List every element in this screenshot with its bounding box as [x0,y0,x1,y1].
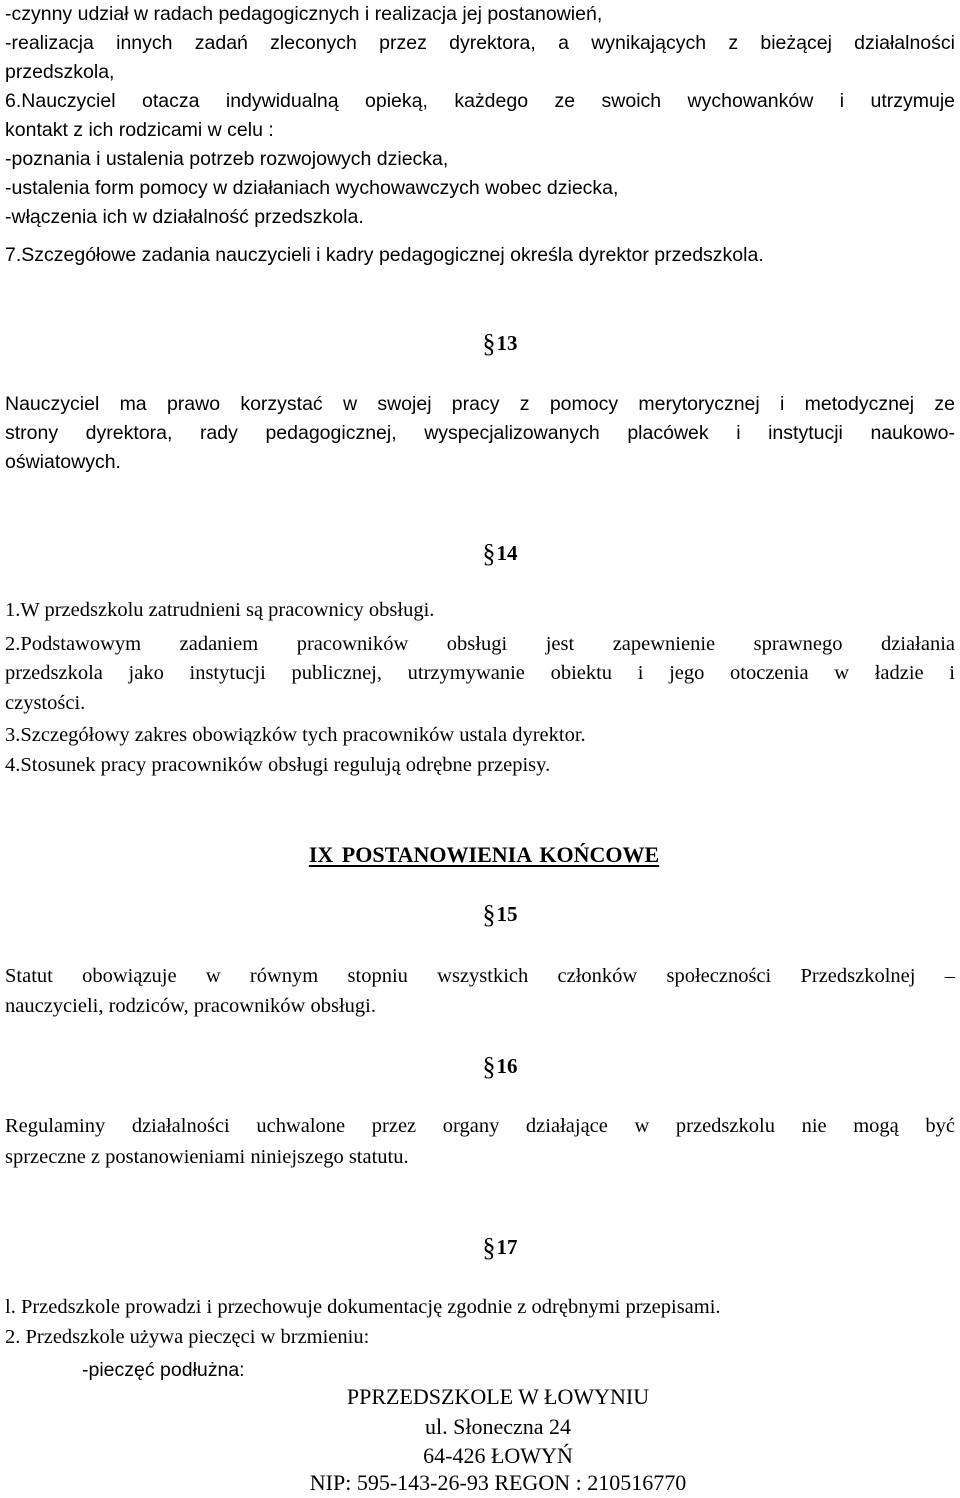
chapter-heading: IX POSTANOWIENIA KOŃCOWE [308,842,660,867]
text-line: -czynny udział w radach pedagogicznych i realizacja jej postanowień, [5,3,603,25]
stamp-line: 64-426 ŁOWYŃ [423,1443,573,1468]
stamp-line: PPRZEDSZKOLE W ŁOWYNIU [346,1384,650,1409]
text-line: 6.Nauczyciel otacza indywidualną opieką, każdego ze swoich wychowanków i utrzymuje [5,90,955,112]
text-line: -poznania i ustalenia potrzeb rozwojowych dziecka, [5,148,449,170]
text-line: 7.Szczegółowe zadania nauczycieli i kadry pedagogicznej określa dyrektor przedszkola. [5,244,764,266]
section-number: 13 [496,331,518,355]
section-symbol: § [482,1052,496,1081]
text-line: Statut obowiązuje w równym stopniu wszystkich członków społeczności Przedszkolnej – [5,965,955,987]
section-number: 16 [496,1054,518,1078]
section-number: 14 [496,541,518,565]
text-line: -ustalenia form pomocy w działaniach wychowawczych wobec dziecka, [5,177,619,199]
text-line: -włączenia ich w działalność przedszkola. [5,206,364,228]
text-line: 2. Przedszkole używa pieczęci w brzmieniu: [5,1326,370,1348]
section-symbol: § [482,900,496,929]
stamp-label: -pieczęć podłużna: [82,1359,245,1381]
section-15-heading [0,900,960,928]
text-line: l. Przedszkole prowadzi i przechowuje dokumentację zgodnie z odrębnymi przepisami. [5,1296,721,1318]
text-line: 1.W przedszkolu zatrudnieni są pracownicy obsługi. [5,599,435,621]
text-line: czystości. [5,692,86,714]
text-line: przedszkola jako instytucji publicznej, utrzymywanie obiektu i jego otoczenia w ładzie i [5,662,955,684]
text-line: 3.Szczegółowy zakres obowiązków tych pracowników ustala dyrektor. [5,724,586,746]
text-line: sprzeczne z postanowieniami niniejszego statutu. [5,1146,409,1168]
section-symbol: § [482,539,496,568]
text-line: 2.Podstawowym zadaniem pracowników obsługi jest zapewnienie sprawnego działania [5,633,955,655]
section-13-heading [0,329,960,357]
text-line: strony dyrektora, rady pedagogicznej, wyspecjalizowanych placówek i instytucji naukowo- [5,422,955,444]
text-line: przedszkola, [5,61,115,83]
section-symbol: § [482,329,496,358]
section-number: 17 [496,1235,518,1259]
text-line: kontakt z ich rodzicami w celu : [5,119,274,141]
section-16-heading [0,1052,960,1080]
text-line: 4.Stosunek pracy pracowników obsługi regulują odrębne przepisy. [5,754,551,776]
text-line: oświatowych. [5,451,121,473]
text-line: -realizacja innych zadań zleconych przez dyrektora, a wynikających z bieżącej działalności [5,32,955,54]
text-line: Regulaminy działalności uchwalone przez organy działające w przedszkolu nie mogą być [5,1115,955,1137]
section-14-heading [0,539,960,567]
stamp-line: NIP: 595-143-26-93 REGON : 210516770 [309,1470,687,1495]
section-number: 15 [496,902,518,926]
section-symbol: § [482,1233,496,1262]
text-line: Nauczyciel ma prawo korzystać w swojej pracy z pomocy merytorycznej i metodycznej ze [5,393,955,415]
section-17-heading [0,1233,960,1261]
text-line: nauczycieli, rodziców, pracowników obsługi. [5,995,376,1017]
stamp-line: ul. Słoneczna 24 [424,1414,572,1439]
